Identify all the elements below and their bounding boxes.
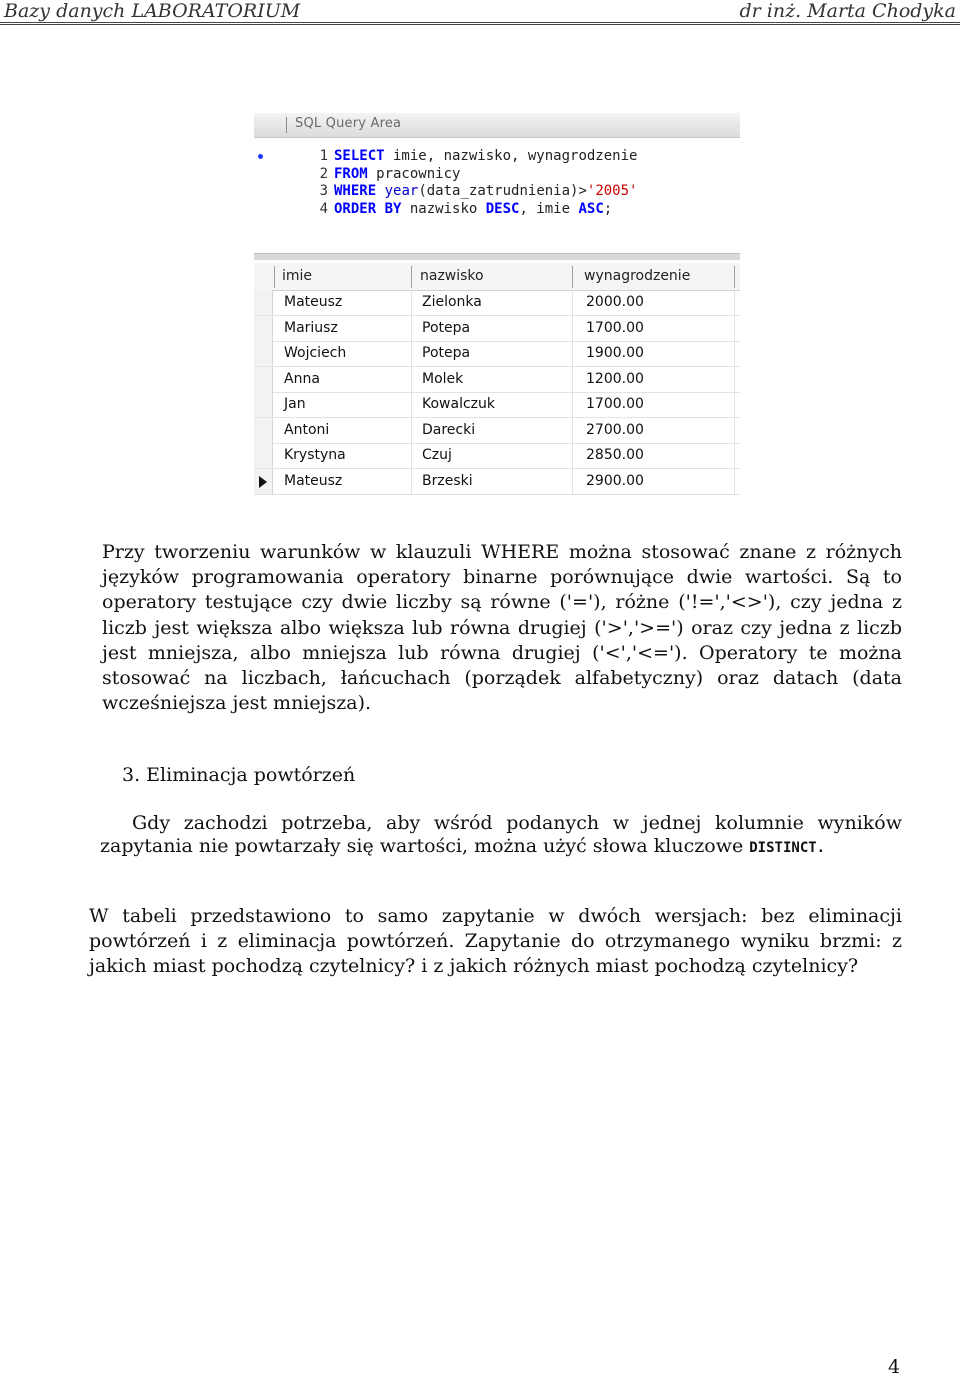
paragraph-operators: Przy tworzeniu warunków w klauzuli WHERE można stosować znane z różnych języków programowania operatory binarne porównujące dwie wartości. Są to operatory testujące czy dwie liczby są równe ('='), różne ('!=','<>'), czy jedna z liczb jest większa albo większa lub równa drugiej ('>','>=') oraz czy jedna z liczb jest mniejsza, albo mniejsza lub równa drugiej ('<','<='). Operatory te można stosować na liczbach, łańcuchach (porządek alfabetyczny) oraz datach (data wcześniejsza jest mniejsza). xyxy=(102,541,902,715)
paragraph-example: W tabeli przedstawiono to samo zapytanie w dwóch wersjach: bez eliminacji powtórzeń i z eliminacja powtórzeń. Zapytanie do otrzymanego wyniku brzmi: z jakich miast pochodzą czytelnicy? i z jakich różnych miast pochodzą czytelnicy? xyxy=(89,905,902,978)
sql-editor[interactable] xyxy=(254,139,740,251)
cell-divider xyxy=(572,341,573,366)
cell-divider xyxy=(572,367,573,392)
table-cell-wynagrodzenie[interactable]: 2000.00 xyxy=(586,294,644,310)
sql-keyword: DESC xyxy=(485,200,520,217)
sql-keyword: WHERE xyxy=(334,183,377,199)
table-cell-wynagrodzenie[interactable]: 1200.00 xyxy=(586,370,644,387)
table-cell-wynagrodzenie[interactable]: 1900.00 xyxy=(586,345,644,361)
sql-keyword: SELECT xyxy=(334,148,385,164)
table-row[interactable] xyxy=(254,367,740,393)
table-cell-nazwisko[interactable]: Darecki xyxy=(422,421,476,438)
table-row[interactable] xyxy=(254,341,740,367)
sql-text xyxy=(376,183,384,199)
cell-divider xyxy=(572,392,573,417)
cell-divider xyxy=(734,392,735,417)
row-selector[interactable] xyxy=(254,392,273,417)
sql-keyword: ASC xyxy=(578,200,604,217)
table-cell-nazwisko[interactable]: Molek xyxy=(422,370,464,387)
sql-string: '2005' xyxy=(586,183,638,199)
header-rule xyxy=(0,22,960,25)
line-number: 1 xyxy=(319,148,328,164)
table-cell-wynagrodzenie[interactable]: 2700.00 xyxy=(586,421,644,438)
row-selector[interactable] xyxy=(254,367,273,392)
cell-divider xyxy=(572,443,573,468)
table-cell-imie[interactable]: Mateusz xyxy=(284,294,343,310)
column-divider xyxy=(411,266,412,288)
code-text xyxy=(334,165,460,183)
cell-divider xyxy=(734,290,735,315)
paragraph-distinct-text: Gdy zachodzi potrzeba, aby wśród podanych w jednej kolumnie wyników zapytania nie powtarzały się wartości, można użyć słowa kluczowe xyxy=(100,812,902,857)
page-header xyxy=(0,0,960,24)
cell-divider xyxy=(572,469,573,494)
line-number: 4 xyxy=(319,200,328,217)
sql-text: (data_zatrudnienia)> xyxy=(418,183,587,199)
sql-query-area-titlebar xyxy=(254,113,740,138)
table-row[interactable] xyxy=(254,443,740,469)
pane-splitter[interactable] xyxy=(254,253,740,260)
code-line[interactable] xyxy=(254,165,740,183)
cell-divider xyxy=(411,316,412,341)
query-screenshot xyxy=(254,113,740,493)
cell-divider xyxy=(734,469,735,494)
result-grid-header xyxy=(254,263,740,291)
sql-text: , imie xyxy=(519,200,579,217)
sql-query-area-title: SQL Query Area xyxy=(295,116,402,131)
header-course-title: Bazy danych LABORATORIUM xyxy=(4,0,301,22)
table-cell-imie[interactable]: Jan xyxy=(284,396,306,412)
table-row[interactable] xyxy=(254,418,740,444)
sql-keyword: ORDER BY xyxy=(334,200,402,217)
code-line[interactable] xyxy=(254,200,740,218)
row-selector[interactable] xyxy=(254,290,273,315)
table-cell-wynagrodzenie[interactable]: 2900.00 xyxy=(586,472,644,489)
table-cell-nazwisko[interactable]: Potepa xyxy=(422,319,471,336)
code-line[interactable] xyxy=(254,182,740,200)
cell-divider xyxy=(411,443,412,468)
column-divider xyxy=(572,266,573,288)
sql-text: ; xyxy=(603,200,613,217)
titlebar-separator xyxy=(286,117,287,133)
cell-divider xyxy=(411,290,412,315)
table-cell-wynagrodzenie[interactable]: 2850.00 xyxy=(586,447,644,463)
sql-text: imie, nazwisko, wynagrodzenie xyxy=(384,148,638,164)
table-row[interactable] xyxy=(254,316,740,342)
paragraph-distinct xyxy=(100,812,902,859)
cell-divider xyxy=(411,469,412,494)
table-cell-wynagrodzenie[interactable]: 1700.00 xyxy=(586,396,644,412)
table-cell-nazwisko[interactable]: Brzeski xyxy=(422,472,473,489)
table-cell-nazwisko[interactable]: Czuj xyxy=(422,447,452,463)
table-cell-imie[interactable]: Mariusz xyxy=(284,319,338,336)
table-cell-imie[interactable]: Anna xyxy=(284,370,320,387)
cell-divider xyxy=(734,341,735,366)
row-selector[interactable] xyxy=(254,443,273,468)
sql-text: nazwisko xyxy=(401,200,486,217)
column-header-wynagrodzenie[interactable]: wynagrodzenie xyxy=(584,268,691,284)
cell-divider xyxy=(734,418,735,443)
sql-keyword: FROM xyxy=(334,165,368,182)
cell-divider xyxy=(411,392,412,417)
cell-divider xyxy=(734,367,735,392)
code-text xyxy=(334,200,612,218)
page-number: 4 xyxy=(888,1356,901,1378)
code-text xyxy=(334,182,637,200)
table-cell-imie[interactable]: Wojciech xyxy=(284,345,347,361)
cell-divider xyxy=(734,443,735,468)
table-row[interactable] xyxy=(254,469,740,495)
current-row-arrow-icon xyxy=(259,476,267,488)
cell-divider xyxy=(411,418,412,443)
table-cell-nazwisko[interactable]: Zielonka xyxy=(422,294,482,310)
table-cell-imie[interactable]: Mateusz xyxy=(284,472,343,489)
cell-divider xyxy=(411,367,412,392)
table-cell-wynagrodzenie[interactable]: 1700.00 xyxy=(586,319,644,336)
column-header-nazwisko[interactable]: nazwisko xyxy=(420,268,484,284)
table-cell-nazwisko[interactable]: Potepa xyxy=(422,345,471,361)
column-divider xyxy=(274,266,275,288)
line-number: 2 xyxy=(319,165,328,182)
distinct-keyword: DISTINCT. xyxy=(749,839,826,856)
cell-divider xyxy=(734,316,735,341)
table-cell-nazwisko[interactable]: Kowalczuk xyxy=(422,396,495,412)
code-text xyxy=(334,147,637,165)
row-selector[interactable] xyxy=(254,418,273,443)
column-divider xyxy=(734,266,735,288)
table-row[interactable] xyxy=(254,392,740,418)
header-author: dr inż. Marta Chodyka xyxy=(739,0,956,22)
cell-divider xyxy=(572,290,573,315)
sql-text: pracownicy xyxy=(367,165,461,182)
table-cell-imie[interactable]: Krystyna xyxy=(284,447,346,463)
section-heading: 3. Eliminacja powtórzeń xyxy=(122,764,356,786)
cell-divider xyxy=(572,418,573,443)
table-cell-imie[interactable]: Antoni xyxy=(284,421,330,438)
column-header-imie[interactable]: imie xyxy=(282,268,313,284)
row-selector[interactable] xyxy=(254,469,273,494)
current-line-marker-icon xyxy=(258,154,263,159)
table-row[interactable] xyxy=(254,290,740,316)
cell-divider xyxy=(572,316,573,341)
cell-divider xyxy=(411,341,412,366)
row-selector[interactable] xyxy=(254,341,273,366)
code-line[interactable] xyxy=(254,147,740,165)
sql-function: year xyxy=(384,183,419,199)
line-number: 3 xyxy=(319,183,328,199)
row-selector[interactable] xyxy=(254,316,273,341)
